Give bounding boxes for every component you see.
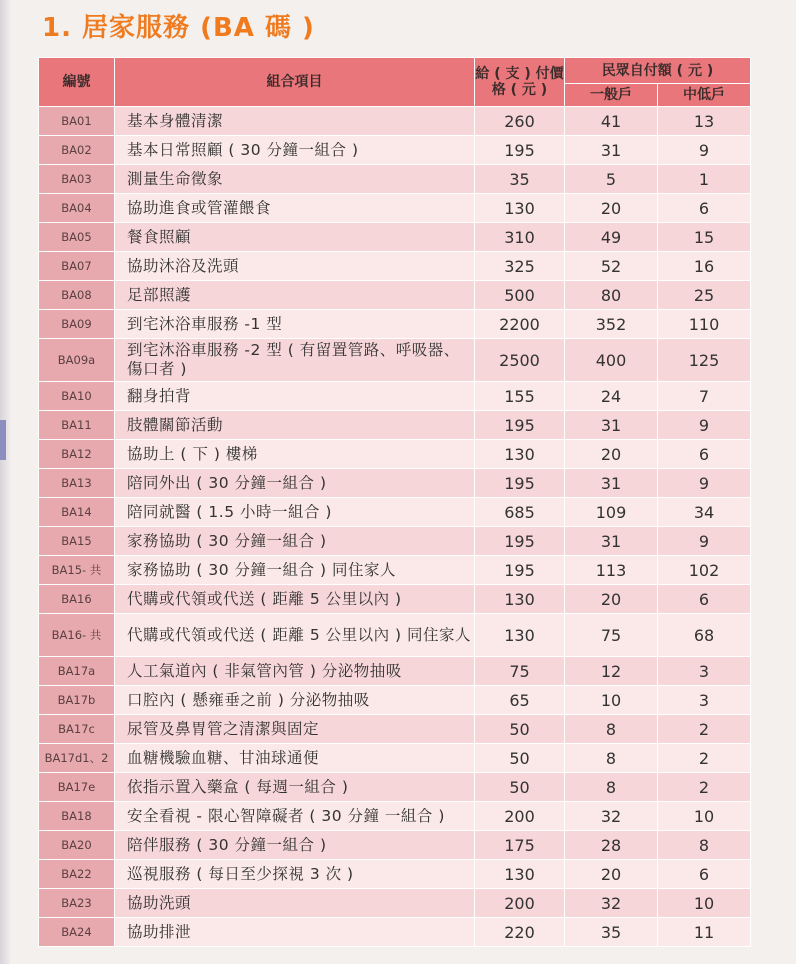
table-row	[39, 498, 751, 527]
row-lowmid-copay: 110	[658, 310, 751, 339]
row-item: 陪同外出 ( 30 分鐘一組合 )	[115, 469, 475, 498]
row-general-copay: 5	[565, 165, 658, 194]
table-row	[39, 223, 751, 252]
row-item: 到宅沐浴車服務 -1 型	[115, 310, 475, 339]
row-code: BA09	[39, 310, 115, 339]
row-code: BA02	[39, 136, 115, 165]
row-lowmid-copay: 25	[658, 281, 751, 310]
row-lowmid-copay: 13	[658, 107, 751, 136]
row-code: BA04	[39, 194, 115, 223]
table-row	[39, 585, 751, 614]
header-item: 組合項目	[115, 58, 475, 107]
row-general-copay: 32	[565, 802, 658, 831]
row-price: 130	[475, 585, 565, 614]
row-price: 50	[475, 773, 565, 802]
table-row	[39, 918, 751, 947]
row-code: BA09a	[39, 339, 115, 382]
header-code: 編號	[39, 58, 115, 107]
row-general-copay: 28	[565, 831, 658, 860]
row-lowmid-copay: 9	[658, 469, 751, 498]
row-price: 130	[475, 440, 565, 469]
table-row	[39, 686, 751, 715]
row-code: BA23	[39, 889, 115, 918]
row-code: BA24	[39, 918, 115, 947]
row-general-copay: 20	[565, 194, 658, 223]
row-general-copay: 31	[565, 527, 658, 556]
row-price: 50	[475, 744, 565, 773]
table-row	[39, 715, 751, 744]
row-price: 75	[475, 657, 565, 686]
table-row	[39, 194, 751, 223]
row-lowmid-copay: 125	[658, 339, 751, 382]
row-lowmid-copay: 2	[658, 744, 751, 773]
row-lowmid-copay: 2	[658, 773, 751, 802]
row-general-copay: 400	[565, 339, 658, 382]
row-lowmid-copay: 9	[658, 411, 751, 440]
row-price: 50	[475, 715, 565, 744]
table-row	[39, 657, 751, 686]
table-row	[39, 339, 751, 382]
row-code: BA15- 共	[39, 556, 115, 585]
row-price: 195	[475, 136, 565, 165]
row-item: 協助進食或管灌餵食	[115, 194, 475, 223]
row-general-copay: 75	[565, 614, 658, 657]
row-item: 陪伴服務 ( 30 分鐘一組合 )	[115, 831, 475, 860]
row-general-copay: 20	[565, 585, 658, 614]
row-price: 325	[475, 252, 565, 281]
table-row	[39, 165, 751, 194]
row-code: BA16- 共	[39, 614, 115, 657]
row-code: BA15	[39, 527, 115, 556]
row-code: BA14	[39, 498, 115, 527]
row-item: 肢體關節活動	[115, 411, 475, 440]
row-item: 測量生命徵象	[115, 165, 475, 194]
header-copay: 民眾自付額 ( 元 )	[565, 58, 751, 84]
table-row	[39, 382, 751, 411]
row-general-copay: 113	[565, 556, 658, 585]
row-lowmid-copay: 2	[658, 715, 751, 744]
row-item: 協助洗頭	[115, 889, 475, 918]
row-lowmid-copay: 6	[658, 194, 751, 223]
row-price: 195	[475, 556, 565, 585]
row-item: 尿管及鼻胃管之清潔與固定	[115, 715, 475, 744]
row-general-copay: 8	[565, 744, 658, 773]
row-item: 基本日常照顧 ( 30 分鐘一組合 )	[115, 136, 475, 165]
row-item: 血糖機驗血糖、甘油球通便	[115, 744, 475, 773]
row-general-copay: 35	[565, 918, 658, 947]
row-price: 310	[475, 223, 565, 252]
row-item: 足部照護	[115, 281, 475, 310]
row-item: 翻身拍背	[115, 382, 475, 411]
row-item: 協助上 ( 下 ) 樓梯	[115, 440, 475, 469]
table-row	[39, 556, 751, 585]
row-item: 安全看視 - 限心智障礙者 ( 30 分鐘 一組合 )	[115, 802, 475, 831]
table-row	[39, 252, 751, 281]
table-row	[39, 136, 751, 165]
service-price-table	[38, 57, 751, 947]
row-lowmid-copay: 6	[658, 440, 751, 469]
row-item: 口腔內 ( 懸雍垂之前 ) 分泌物抽吸	[115, 686, 475, 715]
row-lowmid-copay: 34	[658, 498, 751, 527]
row-code: BA17e	[39, 773, 115, 802]
row-lowmid-copay: 9	[658, 527, 751, 556]
table-row	[39, 744, 751, 773]
row-item: 到宅沐浴車服務 -2 型 ( 有留置管路、呼吸器、傷口者 )	[115, 339, 475, 382]
table-row	[39, 469, 751, 498]
table-row	[39, 310, 751, 339]
row-price: 195	[475, 469, 565, 498]
row-code: BA03	[39, 165, 115, 194]
row-price: 260	[475, 107, 565, 136]
table-row	[39, 802, 751, 831]
row-lowmid-copay: 15	[658, 223, 751, 252]
row-general-copay: 52	[565, 252, 658, 281]
row-item: 家務協助 ( 30 分鐘一組合 )	[115, 527, 475, 556]
row-general-copay: 31	[565, 136, 658, 165]
row-general-copay: 10	[565, 686, 658, 715]
row-lowmid-copay: 16	[658, 252, 751, 281]
row-price: 685	[475, 498, 565, 527]
page-tab-marker	[0, 420, 6, 460]
row-price: 175	[475, 831, 565, 860]
row-code: BA16	[39, 585, 115, 614]
row-lowmid-copay: 68	[658, 614, 751, 657]
row-item: 代購或代領或代送 ( 距離 5 公里以內 ) 同住家人	[115, 614, 475, 657]
table-row	[39, 889, 751, 918]
row-item: 基本身體清潔	[115, 107, 475, 136]
row-general-copay: 20	[565, 860, 658, 889]
row-lowmid-copay: 3	[658, 686, 751, 715]
row-lowmid-copay: 11	[658, 918, 751, 947]
row-general-copay: 20	[565, 440, 658, 469]
section-title: 1. 居家服務 (BA 碼 )	[42, 13, 315, 43]
row-price: 500	[475, 281, 565, 310]
row-item: 巡視服務 ( 每日至少探視 3 次 )	[115, 860, 475, 889]
row-item: 依指示置入藥盒 ( 每週一組合 )	[115, 773, 475, 802]
table-row	[39, 107, 751, 136]
row-code: BA17a	[39, 657, 115, 686]
row-general-copay: 32	[565, 889, 658, 918]
row-code: BA20	[39, 831, 115, 860]
row-general-copay: 8	[565, 773, 658, 802]
row-price: 195	[475, 411, 565, 440]
row-price: 130	[475, 194, 565, 223]
row-price: 220	[475, 918, 565, 947]
row-general-copay: 31	[565, 411, 658, 440]
table-row	[39, 860, 751, 889]
row-price: 2500	[475, 339, 565, 382]
row-general-copay: 24	[565, 382, 658, 411]
row-code: BA17c	[39, 715, 115, 744]
row-general-copay: 352	[565, 310, 658, 339]
row-code: BA07	[39, 252, 115, 281]
row-lowmid-copay: 6	[658, 585, 751, 614]
row-code: BA22	[39, 860, 115, 889]
row-code: BA01	[39, 107, 115, 136]
row-lowmid-copay: 10	[658, 889, 751, 918]
table-row	[39, 773, 751, 802]
row-code: BA13	[39, 469, 115, 498]
row-code: BA17b	[39, 686, 115, 715]
row-general-copay: 41	[565, 107, 658, 136]
header-price: 給 ( 支 ) 付價格 ( 元 )	[475, 58, 565, 107]
row-code: BA05	[39, 223, 115, 252]
table-row	[39, 527, 751, 556]
table-row	[39, 614, 751, 657]
row-lowmid-copay: 8	[658, 831, 751, 860]
row-general-copay: 31	[565, 469, 658, 498]
row-lowmid-copay: 1	[658, 165, 751, 194]
row-price: 155	[475, 382, 565, 411]
row-general-copay: 109	[565, 498, 658, 527]
row-code: BA10	[39, 382, 115, 411]
row-item: 餐食照顧	[115, 223, 475, 252]
row-lowmid-copay: 10	[658, 802, 751, 831]
row-item: 代購或代領或代送 ( 距離 5 公里以內 )	[115, 585, 475, 614]
row-code: BA17d1、2	[39, 744, 115, 773]
row-item: 家務協助 ( 30 分鐘一組合 ) 同住家人	[115, 556, 475, 585]
table-row	[39, 281, 751, 310]
row-price: 130	[475, 860, 565, 889]
row-price: 200	[475, 802, 565, 831]
row-general-copay: 8	[565, 715, 658, 744]
row-lowmid-copay: 7	[658, 382, 751, 411]
row-lowmid-copay: 102	[658, 556, 751, 585]
row-item: 人工氣道內 ( 非氣管內管 ) 分泌物抽吸	[115, 657, 475, 686]
row-lowmid-copay: 6	[658, 860, 751, 889]
header-general: 一般戶	[565, 84, 658, 107]
row-price: 195	[475, 527, 565, 556]
row-code: BA12	[39, 440, 115, 469]
row-code: BA11	[39, 411, 115, 440]
header-lowmid: 中低戶	[658, 84, 751, 107]
row-item: 協助排泄	[115, 918, 475, 947]
table-row	[39, 440, 751, 469]
page-edge	[0, 0, 10, 964]
row-price: 2200	[475, 310, 565, 339]
row-price: 200	[475, 889, 565, 918]
table-row	[39, 831, 751, 860]
row-lowmid-copay: 9	[658, 136, 751, 165]
row-item: 協助沐浴及洗頭	[115, 252, 475, 281]
row-code: BA18	[39, 802, 115, 831]
row-general-copay: 80	[565, 281, 658, 310]
row-price: 130	[475, 614, 565, 657]
row-lowmid-copay: 3	[658, 657, 751, 686]
row-item: 陪同就醫 ( 1.5 小時一組合 )	[115, 498, 475, 527]
row-price: 65	[475, 686, 565, 715]
row-price: 35	[475, 165, 565, 194]
row-code: BA08	[39, 281, 115, 310]
table-row	[39, 411, 751, 440]
row-general-copay: 49	[565, 223, 658, 252]
row-general-copay: 12	[565, 657, 658, 686]
